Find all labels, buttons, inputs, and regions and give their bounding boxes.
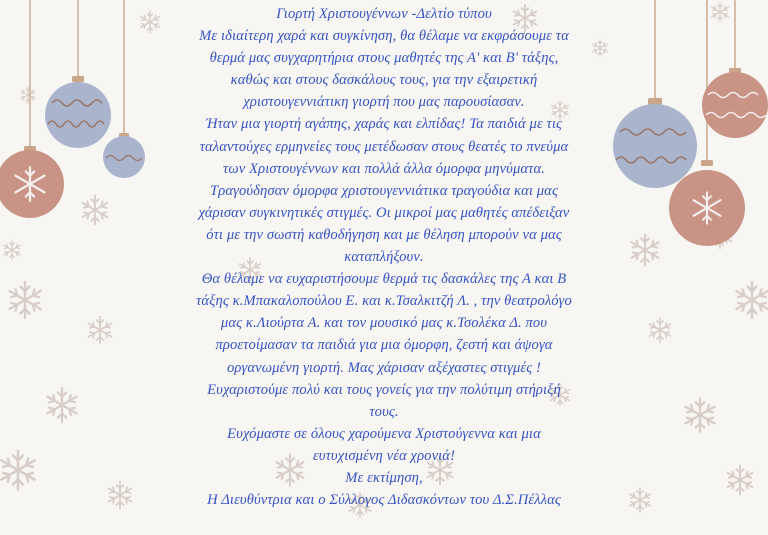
doc-line: προετοίμασαν τα παιδιά για μια όμορφη, ζεστή και άψογα bbox=[215, 337, 553, 354]
doc-line: καταπλήξουν. bbox=[344, 249, 424, 266]
doc-line: οργανωμένη γιορτή. Μας χάρισαν αξέχαστες στιγμές ! bbox=[227, 359, 541, 376]
doc-line: των Χριστουγέννων και πολλά άλλα όμορφα μηνύματα. bbox=[223, 160, 545, 177]
doc-closing: Με εκτίμηση, bbox=[345, 469, 423, 486]
doc-title: Γιορτή Χριστουγέννων -Δελτίο τύπου bbox=[276, 6, 492, 22]
press-release-text bbox=[120, 3, 648, 511]
ornament-brown-right-top bbox=[702, 68, 768, 138]
doc-line: Ήταν μια γιορτή αγάπης, χαράς και ελπίδας! Τα παιδιά με τις bbox=[205, 116, 563, 133]
doc-line: θερμά μας συγχαρητήρια στους μαθητές της Α' και Β' τάξης, bbox=[209, 50, 559, 67]
doc-line: Με ιδιαίτερη χαρά και συγκίνηση, θα θέλαμε να εκφράσουμε τα bbox=[199, 28, 569, 45]
doc-signature: Η Διευθύντρια και ο Σύλλογος Διδασκόντων του Δ.Σ.Πέλλας bbox=[207, 492, 561, 509]
doc-line: μας κ.Λιούρτα Α. και τον μουσικό μας κ.Τσολέκα Δ. που bbox=[220, 315, 548, 332]
doc-line: καθώς και στους δασκάλους τους, για την εξαιρετική bbox=[230, 72, 538, 89]
doc-line: Ευχαριστούμε πολύ και τους γονείς για την πολύτιμη στήριξή bbox=[207, 381, 561, 398]
doc-line: χριστουγεννιάτικη γιορτή που μας παρουσίασαν. bbox=[243, 94, 525, 111]
doc-line: τους. bbox=[369, 403, 399, 420]
ornament-brown-left bbox=[0, 146, 64, 218]
ornament-blue-left bbox=[45, 76, 111, 148]
doc-line: ότι με την σωστή καθοδήγηση και με θέληση μπορούν να μας bbox=[206, 226, 562, 243]
doc-line: Θα θέλαμε να ευχαριστήσουμε θερμά τις δασκάλες της Α και Β bbox=[201, 271, 567, 288]
doc-line: Τραγούδησαν όμορφα χριστουγεννιάτικα τραγούδια και μας bbox=[210, 182, 558, 199]
doc-line: χάρισαν συγκινητικές στιγμές. Οι μικροί μας μαθητές απέδειξαν bbox=[198, 204, 570, 221]
doc-line: ταλαντούχες ερμηνείες τους μετέδωσαν στους θεατές το πνεύμα bbox=[199, 138, 569, 155]
doc-line: ευτυχισμένη νέα χρονιά! bbox=[312, 447, 456, 464]
doc-line: Ευχόμαστε σε όλους χαρούμενα Χριστούγεννα και μια bbox=[227, 425, 541, 442]
doc-line: τάξης κ.Μπακαλοπούλου Ε. και κ.Τσαλκιτζή Λ. , την θεατρολόγο bbox=[196, 293, 572, 310]
